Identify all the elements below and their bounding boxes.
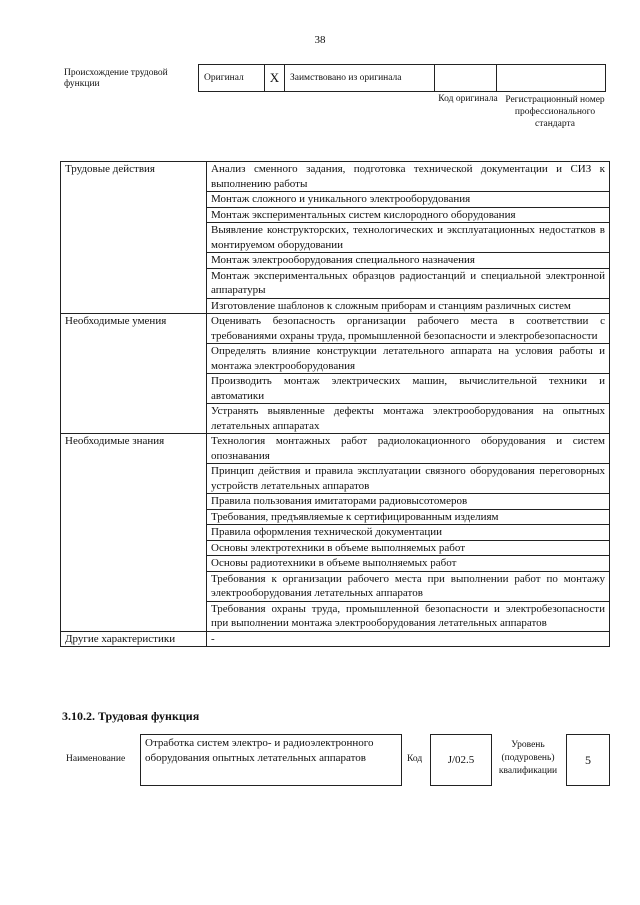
reg-number-cell [497, 65, 605, 91]
list-item: Требования охраны труда, промышленной безопасности и электробезопасности при выполнении монтажа электрооборудования летательных аппаратов [207, 601, 610, 631]
table-row [61, 314, 610, 344]
table-row [61, 162, 610, 192]
level-label: Уровень (подуровень) квалификации [498, 740, 558, 776]
function-name-box: Отработка систем электро- и радиоэлектронного оборудования опытных летательных аппаратов [140, 734, 402, 786]
list-item: Основы радиотехники в объеме выполняемых работ [207, 556, 610, 572]
section-heading: 3.10.2. Трудовая функция [62, 709, 200, 723]
list-item: Технология монтажных работ радиолокационного оборудования и систем опознавания [207, 434, 610, 464]
list-item: Требования к организации рабочего места при выполнении работ по монтажу электрооборудования летательных аппаратов [207, 571, 610, 601]
list-item: Выявление конструкторских, технологических и эксплуатационных недостатков в монтируемом оборудовании [207, 223, 610, 253]
code-caption: Код оригинала [438, 94, 498, 104]
other-value: - [207, 631, 610, 647]
original-mark: X [265, 65, 285, 91]
list-item: Изготовление шаблонов к сложным приборам и станциям различных систем [207, 298, 610, 314]
other-label: Другие характеристики [61, 631, 207, 647]
table-row [61, 434, 610, 464]
page-number: 38 [314, 34, 326, 46]
labor-actions-label: Трудовые действия [61, 162, 207, 314]
level-box: 5 [566, 734, 610, 786]
name-label: Наименование [66, 754, 126, 764]
list-item: Монтаж электрооборудования специального назначения [207, 253, 610, 269]
list-item: Правила пользования имитаторами радиовысотомеров [207, 494, 610, 510]
function-code-box: J/02.5 [430, 734, 492, 786]
list-item: Монтаж сложного и уникального электрооборудования [207, 192, 610, 208]
list-item: Правила оформления технической документации [207, 525, 610, 541]
function-table [60, 161, 610, 647]
list-item: Основы электротехники в объеме выполняемых работ [207, 540, 610, 556]
list-item: Монтаж экспериментальных систем кислородного оборудования [207, 207, 610, 223]
borrowed-cell: Заимствовано из оригинала [285, 65, 435, 91]
list-item: Монтаж экспериментальных образцов радиостанций и специальной электронной аппаратуры [207, 268, 610, 298]
table-row [61, 631, 610, 647]
list-item: Определять влияние конструкции летательного аппарата на условия работы и монтажа электрооборудования [207, 344, 610, 374]
original-cell: Оригинал [199, 65, 265, 91]
list-item: Анализ сменного задания, подготовка технической документации и СИЗ к выполнению работы [207, 162, 610, 192]
list-item: Устранять выявленные дефекты монтажа электрооборудования на опытных летательных аппаратах [207, 404, 610, 434]
code-label: Код [407, 754, 423, 764]
origin-box [198, 64, 606, 92]
knowledge-label: Необходимые знания [61, 434, 207, 632]
reg-caption: Регистрационный номер профессионального стандарта [505, 95, 605, 129]
list-item: Оценивать безопасность организации рабочего места в соответствии с требованиями охраны труда, промышленной безопасности и электробезопасности [207, 314, 610, 344]
origin-label: Происхождение трудовой функции [64, 68, 168, 89]
original-code-cell [435, 65, 497, 91]
list-item: Производить монтаж электрических машин, вычислительной техники и автоматики [207, 374, 610, 404]
list-item: Требования, предъявляемые к сертифицированным изделиям [207, 509, 610, 525]
skills-label: Необходимые умения [61, 314, 207, 434]
list-item: Принцип действия и правила эксплуатации связного оборудования переговорных устройств летательных аппаратов [207, 464, 610, 494]
